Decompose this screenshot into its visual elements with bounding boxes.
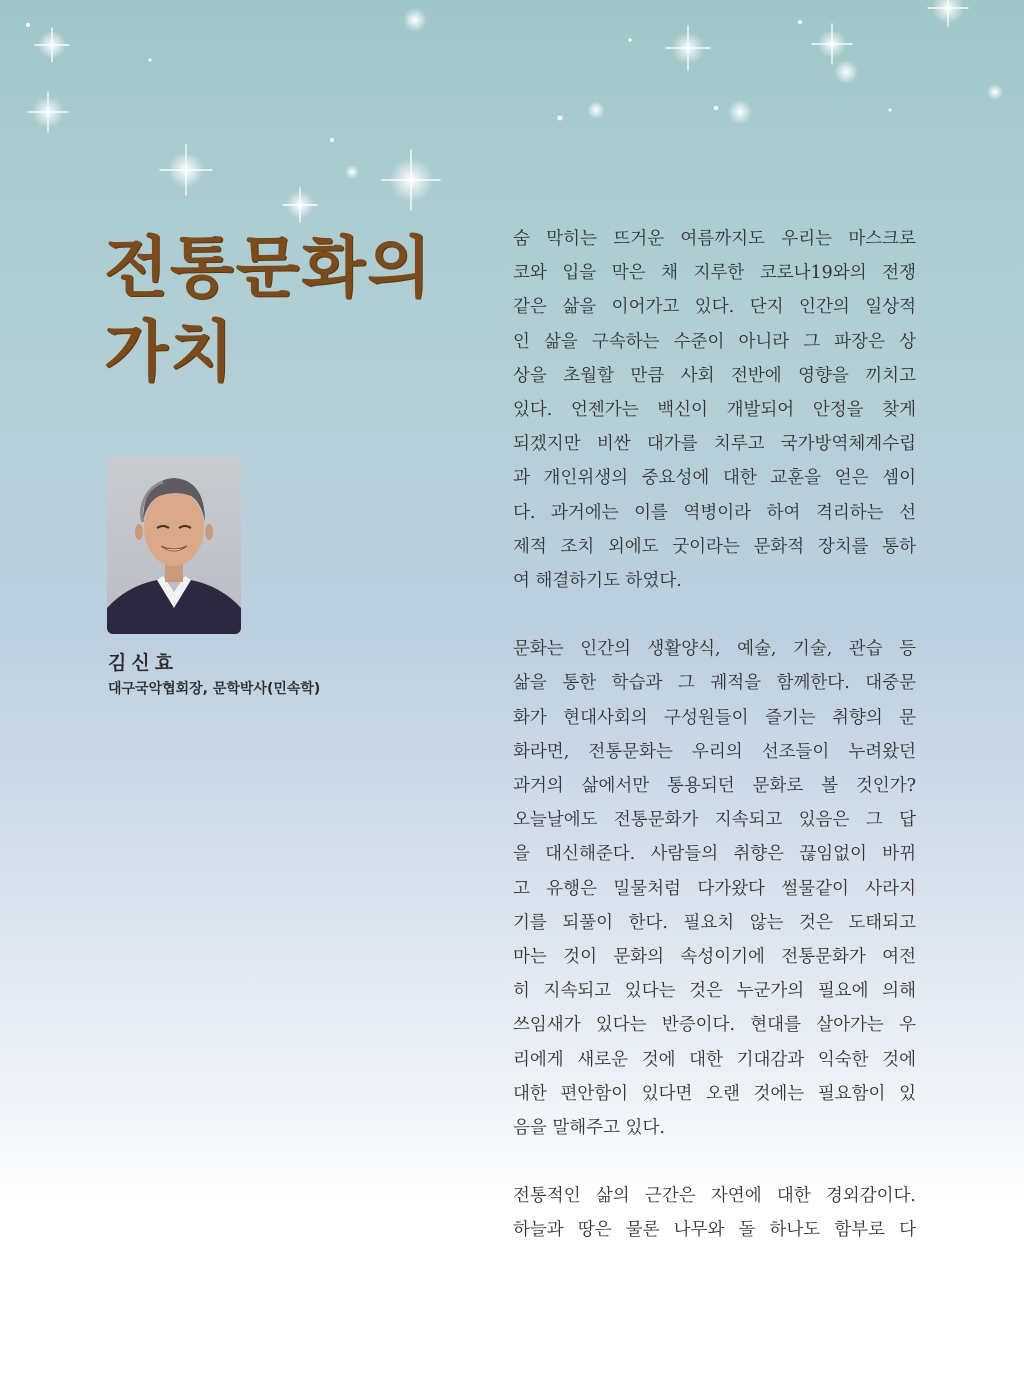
text-line: 하늘과 땅은 물론 나무와 돌 하나도 함부로 다: [513, 1220, 916, 1241]
text-line: 있다. 언젠가는 백신이 개발되어 안정을 찾게: [513, 400, 916, 421]
text-line: 과거의 삶에서만 통용되던 문화로 볼 것인가?: [513, 776, 916, 797]
text-line: 문화는 인간의 생활양식, 예술, 기술, 관습 등: [513, 639, 916, 660]
text-line: 고 유행은 밀물처럼 다가왔다 썰물같이 사라지: [513, 878, 916, 899]
text-line: 되겠지만 비싼 대가를 치루고 국가방역체계수립: [513, 434, 916, 455]
title-line-2: 가치: [104, 313, 236, 390]
paragraph-gap: [513, 598, 916, 632]
text-line: 제적 조치 외에도 굿이라는 문화적 장치를 통하: [513, 536, 916, 557]
text-line: 과 개인위생의 중요성에 대한 교훈을 얻은 셈이: [513, 468, 916, 489]
text-line: 쓰임새가 있다는 반증이다. 현대를 살아가는 우: [513, 1015, 916, 1036]
text-line: 화가 현대사회의 구성원들이 즐기는 취향의 문: [513, 707, 916, 728]
text-line: 삶을 통한 학습과 그 궤적을 함께한다. 대중문: [513, 673, 916, 694]
text-line: 상을 초월할 만큼 사회 전반에 영향을 끼치고: [513, 365, 916, 386]
starry-sky-decoration: [0, 0, 1024, 260]
article-body: [513, 222, 916, 1248]
text-line: 오늘날에도 전통문화가 지속되고 있음은 그 답: [513, 810, 916, 831]
text-line: 숨 막히는 뜨거운 여름까지도 우리는 마스크로: [513, 229, 916, 249]
text-line: 전통적인 삶의 근간은 자연에 대한 경외감이다.: [513, 1186, 916, 1207]
text-line: 인 삶을 구속하는 수준이 아니라 그 파장은 상: [513, 331, 916, 352]
article-paragraph: [513, 222, 916, 598]
text-line: 기를 되풀이 한다. 필요치 않는 것은 도태되고: [513, 912, 916, 933]
page-title: [104, 226, 464, 394]
author-name: 김신효: [108, 652, 179, 674]
text-line: 리에게 새로운 것에 대한 기대감과 익숙한 것에: [513, 1049, 916, 1070]
text-line: 다. 과거에는 이를 역병이라 하여 격리하는 선: [513, 502, 916, 523]
title-line-1: 전통문화의: [104, 229, 433, 306]
text-line: 화라면, 전통문화는 우리의 선조들이 누려왔던: [513, 741, 916, 762]
text-line: 을 대신해준다. 사람들의 취향은 끊임없이 바뀌: [513, 844, 916, 865]
text-line: 같은 삶을 이어가고 있다. 단지 인간의 일상적: [513, 297, 916, 318]
author-photo: [107, 458, 241, 634]
text-line: 여 해결하기도 하였다.: [513, 571, 682, 592]
article-paragraph: [513, 1179, 916, 1247]
text-line: 히 지속되고 있다는 것은 누군가의 필요에 의해: [513, 981, 916, 1002]
text-line: 마는 것이 문화의 속성이기에 전통문화가 여전: [513, 947, 916, 968]
author-role: 대구국악협회장, 문학박사(민속학): [108, 681, 321, 697]
text-line: 대한 편안함이 있다면 오랜 것에는 필요함이 있: [513, 1083, 916, 1104]
article-paragraph: [513, 632, 916, 1145]
paragraph-gap: [513, 1145, 916, 1179]
text-line: 코와 입을 막은 채 지루한 코로나19와의 전쟁: [513, 263, 916, 284]
text-line: 음을 말해주고 있다.: [513, 1118, 665, 1139]
